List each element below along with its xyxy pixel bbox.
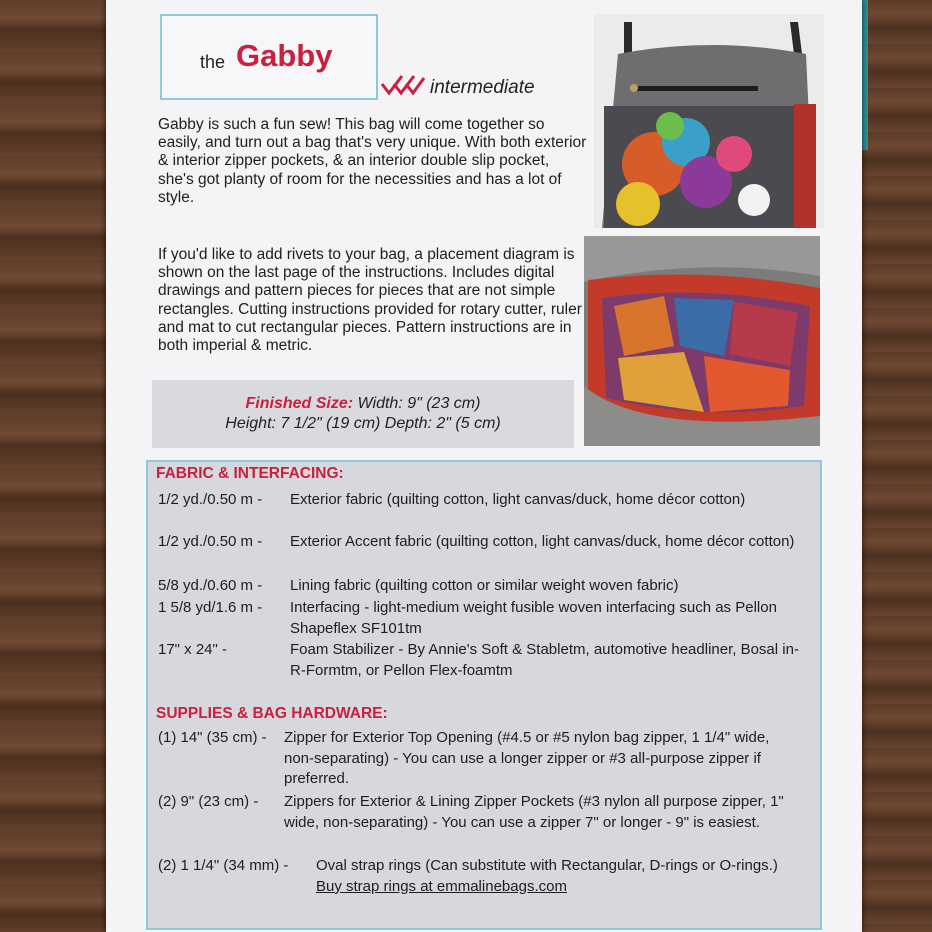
- finished-width: Width: 9" (23 cm): [353, 395, 481, 412]
- supply-desc: Zippers for Exterior & Lining Zipper Pockets (#3 nylon all purpose zipper, 1" wide, non-separating) - You can use a zipper 7" or longer - 9" is easiest.: [284, 793, 784, 831]
- skill-level: [380, 74, 535, 101]
- fabric-qty: 1 5/8 yd/1.6 m -: [158, 599, 263, 616]
- description-paragraph: Gabby is such a fun sew! This bag will come together so easily, and turn out a bag that's very unique. With both exterior & interior zipper pockets, & an interior double slip pocket, she's got planty of room for the necessities and has a lot of style.: [158, 116, 587, 206]
- supplies-heading: SUPPLIES & BAG HARDWARE:: [156, 705, 388, 722]
- fabric-qty: 1/2 yd./0.50 m -: [158, 491, 263, 508]
- supply-desc-text: Oval strap rings (Can substitute with Rectangular, D-rings or O-rings.): [316, 857, 778, 874]
- supply-qty: (2) 1 1/4" (34 mm) -: [158, 857, 289, 874]
- specs-panel: [146, 460, 822, 930]
- fabric-heading: FABRIC & INTERFACING:: [156, 465, 344, 482]
- wood-background-right: [858, 0, 932, 932]
- fabric-qty: 17" x 24" -: [158, 641, 228, 658]
- finished-size-label: Finished Size:: [245, 395, 354, 412]
- fabric-desc: Interfacing - light-medium weight fusible woven interfacing such as Pellon Shapeflex SF101tm: [290, 599, 777, 637]
- wood-background-left: [0, 0, 110, 932]
- check-marks-icon: [380, 74, 426, 101]
- supply-desc: [316, 856, 800, 897]
- fabric-qty: 1/2 yd./0.50 m -: [158, 533, 263, 550]
- strap-rings-link[interactable]: Buy strap rings at emmalinebags.com: [316, 877, 567, 895]
- bag-interior-photo: [584, 236, 820, 446]
- finished-height-depth: Height: 7 1/2" (19 cm) Depth: 2" (5 cm): [225, 415, 501, 432]
- title-box: [160, 14, 378, 100]
- finished-size-box: [152, 380, 574, 448]
- fabric-qty: 5/8 yd./0.60 m -: [158, 577, 263, 594]
- fabric-desc: Foam Stabilizer - By Annie's Soft & Stabletm, automotive headliner, Bosal in-R-Formtm, or Pellon Flex-foamtm: [290, 641, 799, 679]
- fabric-desc: Exterior Accent fabric (quilting cotton, light canvas/duck, home décor cotton): [290, 533, 795, 550]
- title-prefix: the: [200, 52, 226, 72]
- skill-level-label: intermediate: [430, 76, 535, 98]
- bag-exterior-photo: [594, 14, 824, 228]
- supply-qty: (2) 9" (23 cm) -: [158, 793, 259, 810]
- supply-qty: (1) 14" (35 cm) -: [158, 729, 267, 746]
- rivets-paragraph: If you'd like to add rivets to your bag, a placement diagram is shown on the last page of the instructions. Includes digital drawings and pattern pieces for pieces that are not simple rectangles. Cutting instructions provided for rotary cutter, ruler and mat to cut rectangular pieces. Pattern instructions are in both imperial & metric.: [158, 246, 582, 355]
- fabric-desc: Exterior fabric (quilting cotton, light canvas/duck, home décor cotton): [290, 491, 746, 508]
- fabric-desc: Lining fabric (quilting cotton or similar weight woven fabric): [290, 577, 679, 594]
- supply-desc: Zipper for Exterior Top Opening (#4.5 or #5 nylon bag zipper, 1 1/4" wide, non-separating) - You can use a longer zipper or #3 all-purpose zipper if preferred.: [284, 729, 770, 787]
- pattern-title: Gabby: [236, 38, 333, 73]
- pattern-card: [106, 0, 862, 932]
